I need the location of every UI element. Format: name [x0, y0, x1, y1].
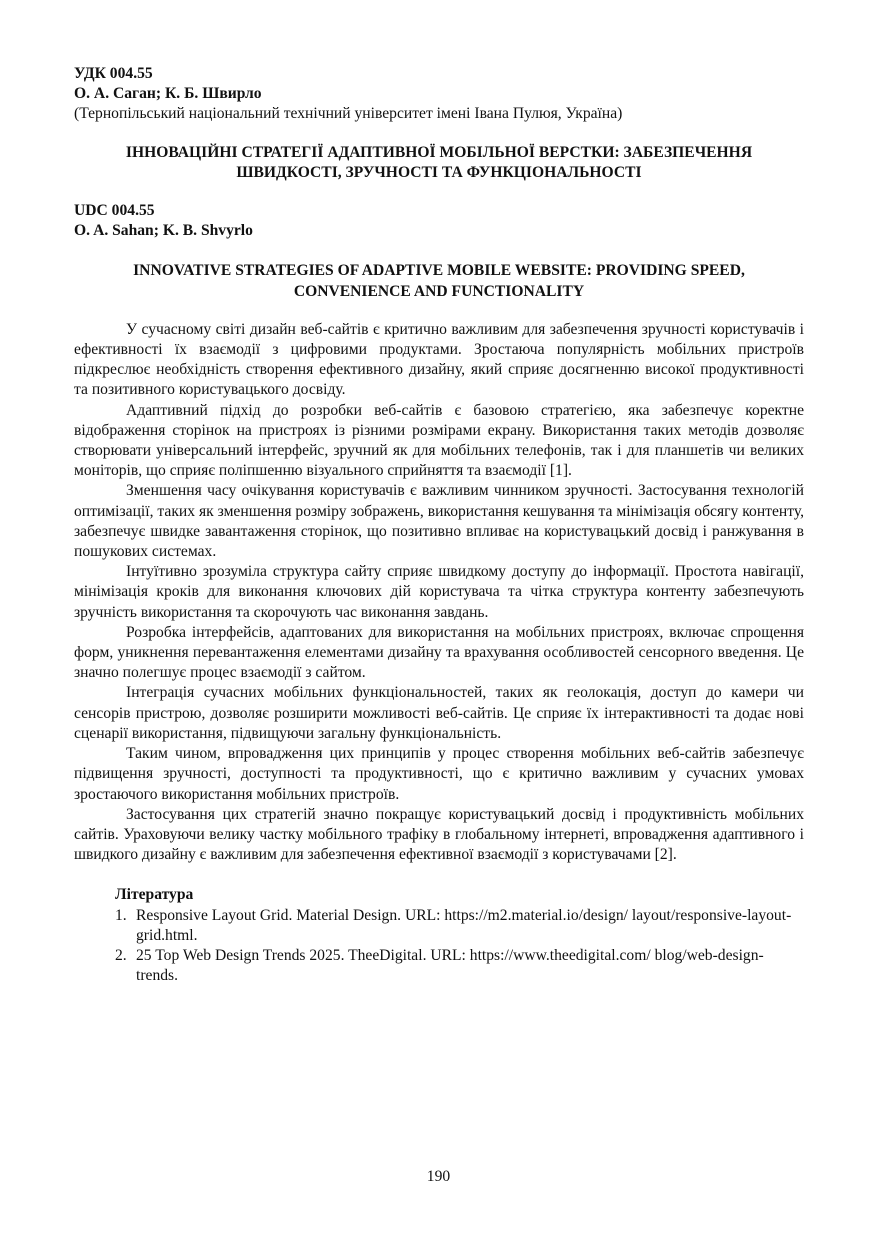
ua-authors: О. А. Саган; К. Б. Швирло: [74, 85, 262, 103]
body-paragraph: Зменшення часу очікування користувачів є важливим чинником зручності. Застосування технологій оптимізації, таких як зменшення розміру зображень, використання кешування та мінімізація обсягу контенту, забезпечує швидке завантаження сторінок, що позитивно впливає на користувацький досвід і ранжування в пошукових системах.: [74, 482, 804, 561]
reference-text: 25 Top Web Design Trends 2025. TheeDigital. URL: https://www.theedigital.com/ blog/web-design-trends.: [136, 946, 764, 985]
ua-header: [74, 64, 804, 125]
page-number: 190: [426, 1168, 451, 1185]
body-paragraph: Адаптивний підхід до розробки веб-сайтів є базовою стратегією, яка забезпечує коректне відображення сторінок на пристроях із різними розмірами екрану. Використання таких методів дозволяє створювати універсальний інтерфейс, зручний як для мобільних телефонів, так і для планшетів чи великих моніторів, що сприяє поліпшенню візуального сприйняття та взаємодії [1].: [74, 401, 804, 480]
ua-affiliation: (Тернопільський національний технічний університет імені Івана Пулюя, Україна): [74, 105, 623, 123]
body-paragraph: Інтуїтивно зрозуміла структура сайту сприяє швидкому доступу до інформації. Простота навігації, мінімізація кроків для виконання ключових дій користувача та чітка структура контенту забезпечують зручність використання та скорочують час виконання завдань.: [74, 563, 804, 621]
body-paragraph: Таким чином, впровадження цих принципів у процес створення мобільних веб-сайтів забезпечує підвищення зручності, доступності та продуктивності, що є критично важливим у сучасних умовах зростаючого використання мобільних пристроїв.: [74, 745, 804, 803]
body-paragraph: Інтеграція сучасних мобільних функціональностей, таких як геолокація, доступ до камери чи сенсорів пристрою, дозволяє розширити можливості веб-сайтів. Це сприяє їх інтерактивності та додає нові сценарії використання, підвищуючи загальну функціональність.: [74, 684, 804, 742]
references-list: [74, 906, 804, 987]
reference-text: Responsive Layout Grid. Material Design. URL: https://m2.material.io/design/ layout/responsive-layout-grid.html.: [136, 906, 792, 944]
ua-title: ІННОВАЦІЙНІ СТРАТЕГІЇ АДАПТИВНОЇ МОБІЛЬНОЇ ВЕРСТКИ: ЗАБЕЗПЕЧЕННЯ ШВИДКОСТІ, ЗРУЧНОСТІ ТА ФУНКЦІОНАЛЬНОСТІ: [125, 143, 753, 181]
en-header: [74, 201, 804, 241]
references-heading: Література: [115, 886, 194, 904]
reference-item: [115, 906, 804, 946]
references-section: [74, 885, 804, 986]
en-title: INNOVATIVE STRATEGIES OF ADAPTIVE MOBILE WEBSITE: PROVIDING SPEED, CONVENIENCE AND FUNCTIONALITY: [133, 262, 745, 300]
ua-udc: УДК 004.55: [74, 65, 153, 82]
en-authors: O. A. Sahan; K. B. Shvyrlo: [74, 222, 253, 240]
reference-item: [115, 946, 804, 986]
reference-number: 2.: [115, 946, 127, 964]
body-paragraph: Застосування цих стратегій значно покращує користувацький досвід і продуктивність мобільних сайтів. Ураховуючи велику частку мобільного трафіку в глобальному інтернеті, впровадження адаптивного і швидкого дизайну є важливим для забезпечення ефективної взаємодії з користувачами [2].: [74, 805, 804, 864]
article-body: [74, 320, 804, 865]
en-udc: UDC 004.55: [74, 202, 155, 220]
reference-number: 1.: [115, 906, 127, 924]
article-content: [74, 64, 804, 986]
body-paragraph: Розробка інтерфейсів, адаптованих для використання на мобільних пристроях, включає спрощення форм, уникнення перевантаження елементами дизайну та врахування особливостей сенсорного введення. Це значно полегшує процес взаємодії з сайтом.: [74, 623, 804, 682]
body-paragraph: У сучасному світі дизайн веб-сайтів є критично важливим для забезпечення зручності користувачів і ефективності їх взаємодії з цифровими продуктами. Зростаюча популярність мобільних пристроїв підкреслює необхідність створення ефективного дизайну, який сприяє досягненню високої продуктивності та позитивного користувацького досвіду.: [74, 320, 804, 399]
